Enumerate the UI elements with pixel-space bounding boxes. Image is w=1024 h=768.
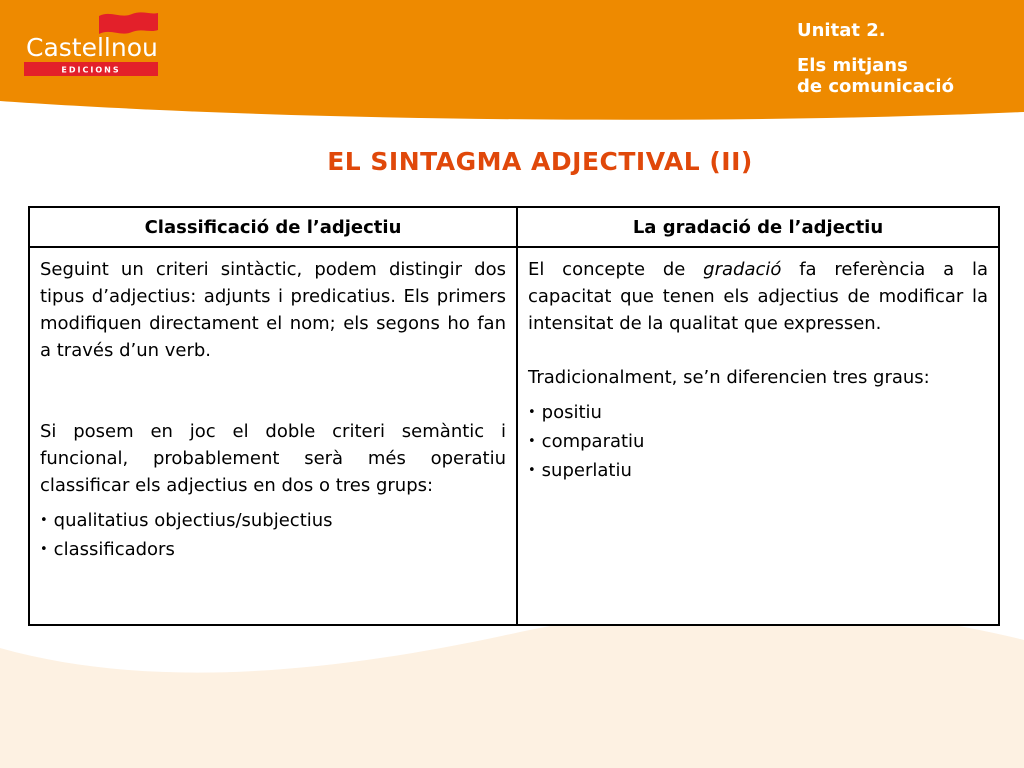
- list-item: • superlatiu: [528, 457, 988, 486]
- list-item: • positiu: [528, 399, 988, 428]
- list-item: • qualitatius objectius/subjectius: [40, 507, 506, 536]
- castellnou-logo: [24, 10, 160, 78]
- classificacio-paragraph-2: Si posem en joc el doble criteri semàntic i funcional, probablement serà més operatiu classificar els adjectius en dos o tres grups:: [40, 421, 506, 496]
- logo-name: Castellnou: [26, 33, 158, 62]
- unit-title-line-1: Els mitjans: [797, 55, 908, 76]
- slide-title: EL SINTAGMA ADJECTIVAL (II): [327, 147, 753, 176]
- list-item: • classificadors: [40, 536, 506, 565]
- classificacio-paragraph-1: Seguint un criteri sintàctic, podem distingir dos tipus d’adjectius: adjunts i predicatius. Els primers modifiquen directament el nom; els segons ho fan a través d’un verb.: [40, 259, 506, 361]
- classificacio-list: [40, 507, 506, 565]
- gradacio-paragraph-1: [528, 256, 988, 337]
- header-classificacio: Classificació de l’adjectiu: [29, 207, 517, 247]
- logo-flag-icon: [99, 12, 158, 34]
- footer-wave: [0, 608, 1024, 768]
- content-table: [28, 206, 1000, 626]
- unit-title-line-2: de comunicació: [797, 76, 954, 97]
- cell-gradacio: [517, 247, 999, 625]
- gradacio-paragraph-2: Tradicionalment, se’n diferencien tres graus:: [528, 367, 930, 388]
- gradacio-text-end: fa referència a la capacitat que tenen els adjectius de modificar la intensitat de la qualitat que expressen.: [528, 259, 988, 334]
- logo-subtitle: EDICIONS: [61, 65, 121, 75]
- gradacio-term: gradació: [703, 259, 782, 280]
- unit-label: [797, 20, 954, 97]
- gradacio-text-start: El concepte de: [528, 259, 704, 280]
- gradacio-list: [528, 399, 988, 486]
- unit-number: Unitat 2.: [797, 20, 886, 41]
- list-item: • comparatiu: [528, 428, 988, 457]
- table-body-row: [29, 247, 999, 625]
- table-header-row: [29, 207, 999, 247]
- header-gradacio: La gradació de l’adjectiu: [517, 207, 999, 247]
- cell-classificacio: [29, 247, 517, 625]
